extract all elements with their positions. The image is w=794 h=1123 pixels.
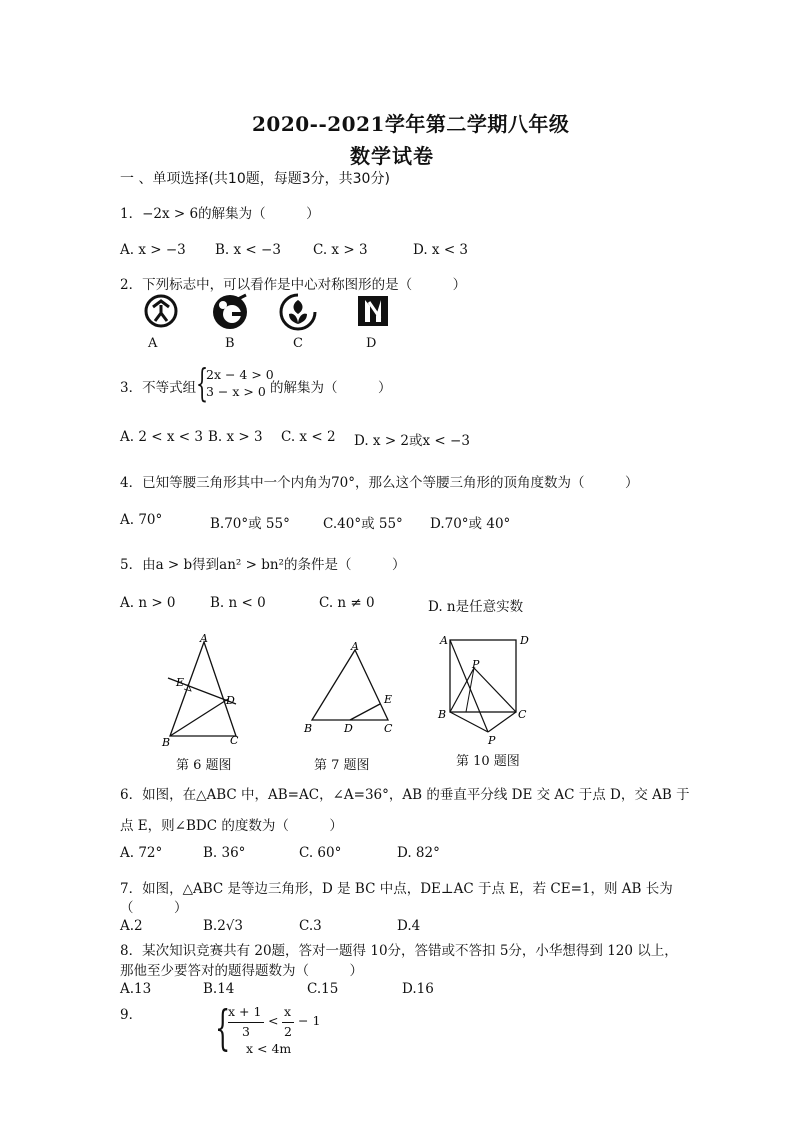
q6-option-d: D. 82° xyxy=(397,845,440,861)
fig10-label-d: D xyxy=(520,634,529,647)
question-3-prefix: 3．不等式组 xyxy=(120,380,197,396)
q1-option-c: C. x > 3 xyxy=(313,242,368,258)
figure-10-caption: 第 10 题图 xyxy=(456,754,520,769)
q4-option-a: A. 70° xyxy=(120,512,163,528)
q1-option-a: A. x > −3 xyxy=(120,242,186,258)
q9-den2: 2 xyxy=(284,1024,292,1039)
question-6-line1: 6．如图，在△ABC 中，AB=AC，∠A=36°，AB 的垂直平分线 DE 交 AC 于点 D，交 AB 于 xyxy=(120,787,690,803)
logo-label-d: D xyxy=(366,336,377,351)
q3-option-d: D. x > 2或x < −3 xyxy=(354,433,470,449)
fig10-pc-line xyxy=(474,668,516,712)
logo-label-c: C xyxy=(293,336,303,351)
question-7-line2: （ ） xyxy=(120,900,188,916)
q5-option-c: C. n ≠ 0 xyxy=(319,595,375,611)
q9-num2: x xyxy=(284,1004,292,1019)
question-4: 4．已知等腰三角形其中一个内角为70°，那么这个等腰三角形的顶角度数为（ ） xyxy=(120,475,639,491)
q8-option-c: C.15 xyxy=(307,981,339,997)
fig7-label-b: B xyxy=(304,722,313,735)
figure-7 xyxy=(300,638,404,738)
fig7-triangle xyxy=(312,650,388,720)
q9-tail: − 1 xyxy=(298,1013,321,1028)
page-subtitle: 数学试卷 xyxy=(350,144,434,168)
q9-relation: < xyxy=(268,1013,279,1028)
question-5: 5．由a > b得到an² > bn²的条件是（ ） xyxy=(120,557,406,573)
q9-den1: 3 xyxy=(242,1024,250,1039)
q8-option-d: D.16 xyxy=(402,981,434,997)
q4-option-b: B.70°或 55° xyxy=(210,516,290,532)
fig10-label-c: C xyxy=(518,708,527,721)
logo-a-icon xyxy=(143,293,179,329)
q3-option-c: C. x < 2 xyxy=(281,429,336,445)
question-8-line1: 8．某次知识竞赛共有 20题，答对一题得 10分，答错或不答扣 5分，小华想得到 120 以上， xyxy=(120,943,678,959)
figure-6 xyxy=(158,632,248,750)
q8-option-b: B.14 xyxy=(203,981,235,997)
figure-10 xyxy=(436,630,536,748)
q6-option-b: B. 36° xyxy=(203,845,246,861)
q6-option-a: A. 72° xyxy=(120,845,163,861)
q6-option-c: C. 60° xyxy=(299,845,342,861)
q9-fraction-bar-2 xyxy=(282,1022,294,1023)
fig6-bd-line xyxy=(170,699,228,736)
q1-option-b: B. x < −3 xyxy=(215,242,281,258)
fig6-label-d: D xyxy=(226,694,235,707)
q5-option-b: B. n < 0 xyxy=(210,595,266,611)
q7-option-b: B.2√3 xyxy=(203,918,243,934)
fig6-label-b: B xyxy=(162,736,171,749)
q4-option-c: C.40°或 55° xyxy=(323,516,403,532)
fig10-ap-line xyxy=(450,640,488,732)
fig6-triangle xyxy=(170,642,236,736)
fig10-cp2-line xyxy=(488,712,516,732)
question-8-line2: 那他至少要答对的题得题数为（ ） xyxy=(120,963,363,979)
fig6-label-a: A xyxy=(200,632,208,645)
fig7-label-c: C xyxy=(384,722,393,735)
q1-option-d: D. x < 3 xyxy=(413,242,469,258)
fig7-label-a: A xyxy=(351,640,359,653)
page-title: 2020--2021学年第二学期八年级 xyxy=(252,112,570,136)
logo-c-icon xyxy=(278,292,318,332)
question-6-line2: 点 E，则∠BDC 的度数为（ ） xyxy=(120,818,343,834)
question-2: 2．下列标志中，可以看作是中心对称图形的是（ ） xyxy=(120,277,467,293)
figure-7-caption: 第 7 题图 xyxy=(314,758,370,773)
q9-num1: x + 1 xyxy=(228,1004,262,1019)
question-7-line1: 7．如图，△ABC 是等边三角形，D 是 BC 中点，DE⊥AC 于点 E，若 CE=1，则 AB 长为 xyxy=(120,881,673,897)
fig7-de-line xyxy=(350,704,380,720)
q3-ineq-1: 2x − 4 > 0 xyxy=(206,367,274,382)
q4-option-d: D.70°或 40° xyxy=(430,516,511,532)
question-9-number: 9． xyxy=(120,1007,143,1023)
fig10-label-p: P xyxy=(472,658,480,671)
fig6-label-e: E xyxy=(176,676,185,689)
fig10-label-p2: P xyxy=(488,734,496,747)
q3-brace: { xyxy=(196,361,209,405)
question-1: 1．−2x > 6的解集为（ ） xyxy=(120,206,320,222)
q7-option-d: D.4 xyxy=(397,918,421,934)
question-3-suffix: 的解集为（ ） xyxy=(270,380,392,396)
fig10-label-b: B xyxy=(438,708,447,721)
logo-label-b: B xyxy=(225,336,235,351)
q9-brace: { xyxy=(215,1000,231,1056)
q3-option-a: A. 2 < x < 3 xyxy=(120,429,203,445)
q3-option-b: B. x > 3 xyxy=(208,429,263,445)
fig10-label-a: A xyxy=(440,634,448,647)
q8-option-a: A.13 xyxy=(120,981,152,997)
q7-option-a: A.2 xyxy=(120,918,143,934)
fig6-label-c: C xyxy=(230,734,239,747)
q9-ineq-2: x < 4m xyxy=(246,1041,292,1056)
q7-option-c: C.3 xyxy=(299,918,322,934)
figure-6-caption: 第 6 题图 xyxy=(176,758,232,773)
logo-label-a: A xyxy=(148,336,158,351)
q3-ineq-2: 3 − x > 0 xyxy=(206,384,266,399)
logo-d-icon xyxy=(356,294,390,328)
fig10-bp2-line xyxy=(450,712,488,732)
q5-option-a: A. n > 0 xyxy=(120,595,176,611)
section-heading: 一 、单项选择(共10题，每题3分，共30分) xyxy=(120,171,390,187)
fig7-label-d: D xyxy=(344,722,353,735)
fig7-label-e: E xyxy=(384,693,393,706)
q9-fraction-bar-1 xyxy=(228,1022,264,1023)
logo-b-icon xyxy=(210,293,250,331)
q5-option-d: D. n是任意实数 xyxy=(428,599,524,615)
